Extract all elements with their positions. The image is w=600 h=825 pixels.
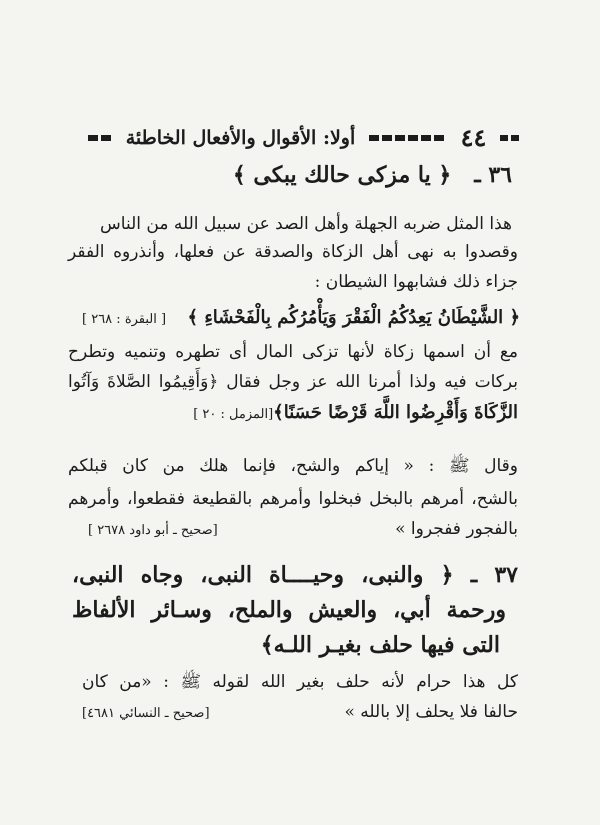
hadith-line: وقال ﷺ : « إياكم والشح، فإنما هلك من كان قبلكم	[68, 456, 518, 476]
header-dash-left	[88, 135, 112, 141]
paragraph-line: جزاء ذلك فشابهوا الشيطان :	[314, 272, 518, 292]
paragraph-line: بركات فيه ولذا أمرنا الله عز وجل فقال ﴿وَأَقِيمُوا الصَّلاةَ وَآتُوا	[68, 372, 518, 392]
end-reference: [صحيح ـ النسائي ٤٦٨١]	[82, 706, 210, 721]
page-number: ٤٤	[460, 123, 487, 152]
hadith-end-text: بالفجور ففجروا »	[395, 519, 518, 539]
section-37-title-line: ورحمة أبي، والعيش والملح، وسـائر الألفاظ	[72, 597, 506, 623]
paragraph-line: مع أن اسمها زكاة لأنها تزكى المال أى تطهره وتنميه وتطرح	[68, 342, 518, 362]
quran-verse-line	[82, 303, 520, 333]
paragraph-line: وقصدوا به نهى أهل الزكاة والصدقة عن فعلها، وأنذروه الفقر	[68, 242, 518, 262]
verse-text: الزَّكَاةَ وَأَقْرِضُوا اللَّهَ قَرْضًا حَسَنًا﴾	[273, 402, 518, 423]
paragraph-line: كل هذا حرام لأنه حلف بغير الله لقوله ﷺ : «من كان	[82, 672, 518, 692]
running-header	[88, 125, 520, 151]
quran-verse-line	[193, 398, 518, 428]
verse-text: ﴿ الشَّيْطَانُ يَعِدُكُمُ الْفَقْرَ وَيَأْمُرُكُم بِالْفَحْشَاءِ ﴾	[187, 307, 520, 328]
section-heading: أولا: الأقوال والأفعال الخاطئة	[125, 127, 356, 149]
verse-reference: [ البقرة : ٢٦٨ ]	[82, 312, 167, 327]
section-36-title	[233, 160, 512, 190]
section-36-number: ٣٦ ـ	[474, 162, 512, 188]
section-37-title-line: التى فيها حلف بغيـر اللـه﴾	[260, 632, 500, 658]
hadith-reference: [صحيح ـ أبو داود ٢٦٧٨ ]	[88, 523, 218, 538]
header-dash-right	[500, 135, 520, 141]
hadith-line: بالشح، أمرهم بالبخل فبخلوا وأمرهم بالقطيعة فقطعوا، وأمرهم	[68, 489, 518, 509]
paragraph-line: هذا المثل ضربه الجهلة وأهل الصد عن سبيل الله من الناس	[100, 214, 512, 234]
hadith-ending	[88, 515, 518, 543]
end-text: حالفا فلا يحلف إلا بالله »	[344, 702, 518, 722]
verse-reference: [المزمل : ٢٠ ]	[193, 407, 274, 422]
section-37-ending	[82, 698, 518, 726]
section-36-heading: ﴿ يا مزكى حالك يبكى ﴾	[232, 162, 452, 188]
section-37-title-line: ٣٧ ـ ﴿ والنبى، وحيــــاة النبى، وجاه النبى،	[72, 562, 518, 588]
header-dash-mid	[369, 135, 447, 141]
